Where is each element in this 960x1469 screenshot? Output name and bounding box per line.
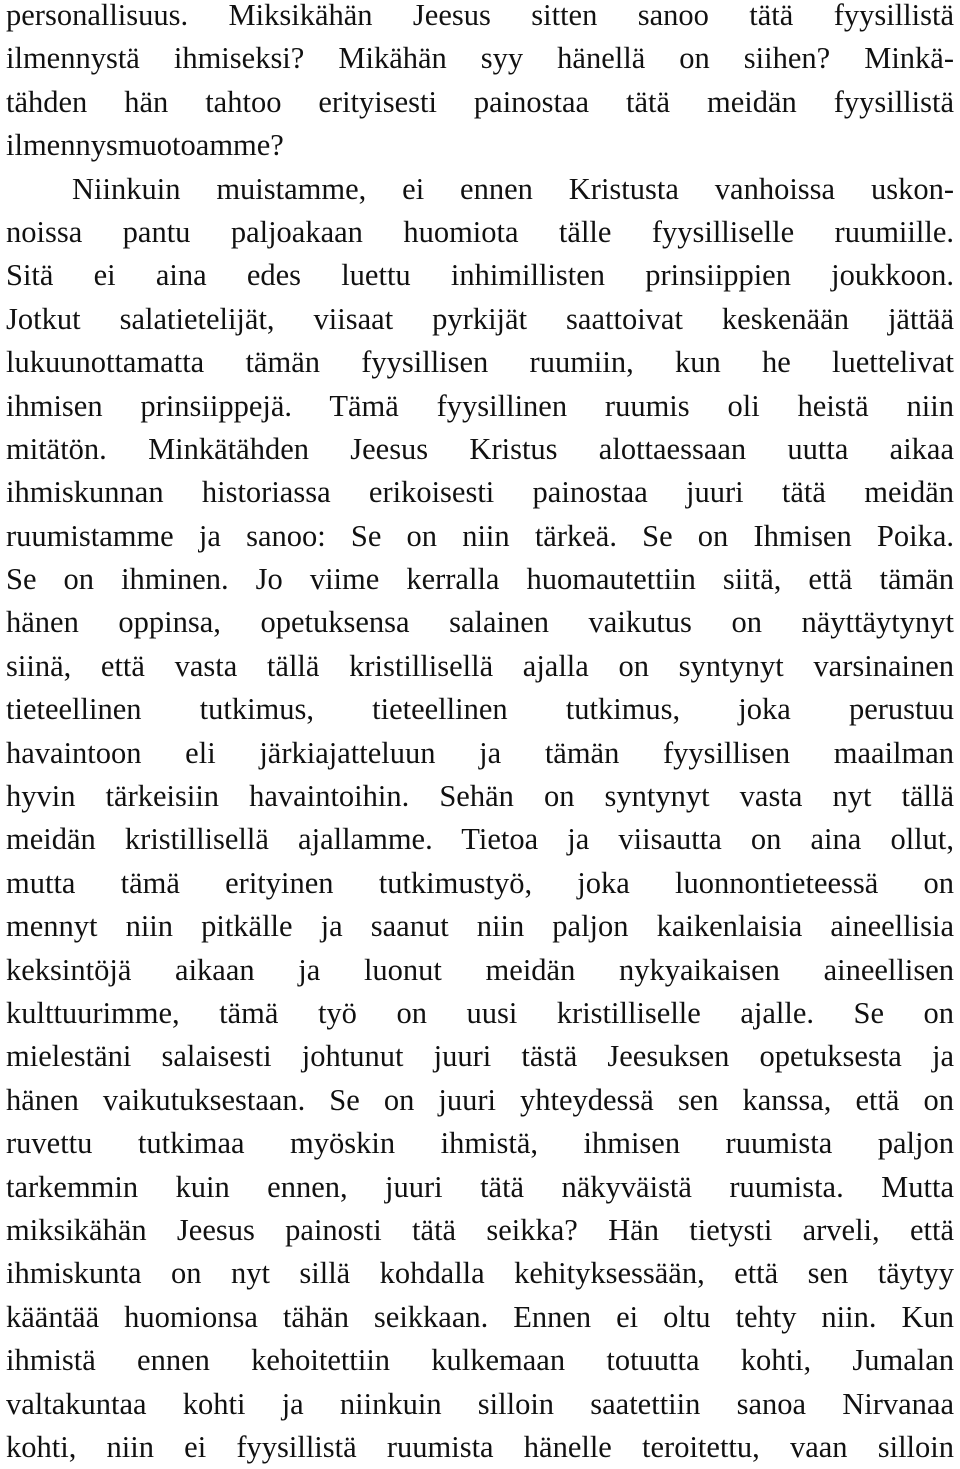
text-line: mitätön. Minkätähden Jeesus Kristus alottaessaan uutta aikaa — [6, 431, 954, 466]
text-line: lukuunottamatta tämän fyysillisen ruumiin, kun he luettelivat — [6, 345, 954, 380]
text-line: tähden hän tahtoo erityisesti painostaa tätä meidän fyysillistä — [6, 84, 954, 119]
text-line: tieteellinen tutkimus, tieteellinen tutkimus, joka perustuu — [6, 692, 954, 727]
text-line: valtakuntaa kohti ja niinkuin silloin saatettiin sanoa Nirvanaa — [6, 1386, 954, 1421]
text-line: Se on ihminen. Jo viime kerralla huomautettiin siitä, että tämän — [6, 562, 954, 597]
text-line: havaintoon eli järkiajatteluun ja tämän fyysillisen maailman — [6, 735, 954, 770]
text-line: noissa pantu paljoakaan huomiota tälle fyysilliselle ruumiille. — [6, 214, 954, 249]
text-line: miksikähän Jeesus painosti tätä seikka? Hän tietysti arveli, että — [6, 1212, 954, 1247]
text-line: kääntää huomionsa tähän seikkaan. Ennen ei oltu tehty niin. Kun — [6, 1299, 954, 1334]
paragraph-first-line: Niinkuin muistamme, ei ennen Kristusta vanhoissa uskon- — [72, 171, 954, 206]
text-line: mennyt niin pitkälle ja saanut niin paljon kaikenlaisia aineellisia — [6, 909, 954, 944]
text-line: meidän kristillisellä ajallamme. Tietoa ja viisautta on aina ollut, — [6, 822, 954, 857]
text-line: ihmiskunta on nyt sillä kohdalla kehityksessään, että sen täytyy — [6, 1256, 954, 1291]
text-line: hänen oppinsa, opetuksensa salainen vaikutus on näyttäytynyt — [6, 605, 954, 640]
text-line: mielestäni salaisesti johtunut juuri tästä Jeesuksen opetuksesta ja — [6, 1039, 954, 1074]
text-line: ilmennystä ihmiseksi? Mikähän syy hänellä on siihen? Minkä- — [6, 41, 954, 76]
text-line: personallisuus. Miksikähän Jeesus sitten sanoo tätä fyysillistä — [6, 0, 954, 32]
text-line: Jotkut salatietelijät, viisaat pyrkijät saattoivat keskenään jättää — [6, 301, 954, 336]
text-line: siinä, että vasta tällä kristillisellä ajalla on syntynyt varsinainen — [6, 648, 954, 683]
text-line: keksintöjä aikaan ja luonut meidän nykyaikaisen aineellisen — [6, 952, 954, 987]
text-line: hyvin tärkeisiin havaintoihin. Sehän on syntynyt vasta nyt tällä — [6, 779, 954, 814]
text-line: ihmistä ennen kehoitettiin kulkemaan totuutta kohti, Jumalan — [6, 1343, 954, 1378]
text-line: kulttuurimme, tämä työ on uusi kristilliselle ajalle. Se on — [6, 995, 954, 1030]
text-line: kohti, niin ei fyysillistä ruumista hänelle teroitettu, vaan silloin — [6, 1429, 954, 1464]
text-line: Sitä ei aina edes luettu inhimillisten prinsiippien joukkoon. — [6, 258, 954, 293]
text-line: ruumistamme ja sanoo: Se on niin tärkeä. Se on Ihmisen Poika. — [6, 518, 954, 553]
text-line: ilmennysmuotoamme? — [6, 128, 284, 163]
text-line: ihmiskunnan historiassa erikoisesti painostaa juuri tätä meidän — [6, 475, 954, 510]
text-line: mutta tämä erityinen tutkimustyö, joka luonnontieteessä on — [6, 865, 954, 900]
text-line: ihmisen prinsiippejä. Tämä fyysillinen ruumis oli heistä niin — [6, 388, 954, 423]
text-line: tarkemmin kuin ennen, juuri tätä näkyväistä ruumista. Mutta — [6, 1169, 954, 1204]
text-line: hänen vaikutuksestaan. Se on juuri yhteydessä sen kanssa, että on — [6, 1082, 954, 1117]
text-line: ruvettu tutkimaa myöskin ihmistä, ihmisen ruumista paljon — [6, 1126, 954, 1161]
